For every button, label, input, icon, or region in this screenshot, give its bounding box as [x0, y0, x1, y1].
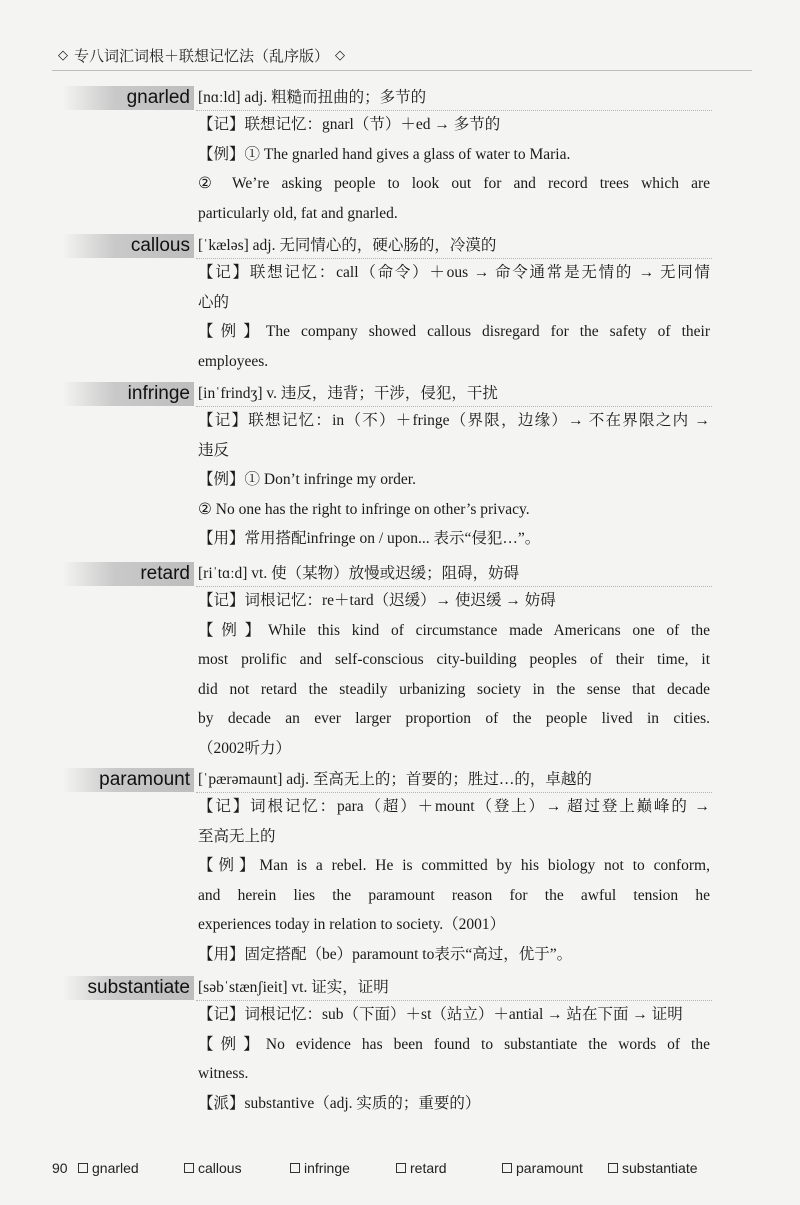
checkbox-icon — [184, 1163, 194, 1173]
example: 【例】The company showed callous disregard for the safety of their — [198, 323, 710, 341]
page-number: 90 — [52, 1160, 68, 1176]
example: and herein lies the paramount reason for the awful tension he — [198, 886, 710, 904]
example: 【例】Man is a rebel. He is committed by his biology not to conform, — [198, 857, 710, 875]
checkbox-icon — [290, 1163, 300, 1173]
definition: [riˈtɑːd] vt. 使（某物）放慢或迟缓；阻碍，妨碍 — [198, 565, 520, 582]
example-source: （2002听力） — [198, 739, 292, 757]
example: employees. — [198, 352, 269, 370]
headword: infringe — [127, 383, 190, 404]
example: 【例】① The gnarled hand gives a glass of water to Maria. — [198, 145, 571, 163]
running-header — [52, 40, 752, 71]
headword-bar — [62, 234, 194, 258]
example: experiences today in relation to society.（2001） — [198, 916, 506, 934]
headword-bar — [62, 976, 194, 1000]
memory-note: 【记】联想记忆：gnarl（节）＋ed → 多节的 — [198, 116, 501, 133]
example: did not retard the steadily urbanizing society in the sense that decade — [198, 680, 710, 698]
footer-index-item: paramount — [502, 1160, 583, 1176]
headword: paramount — [99, 769, 190, 790]
example: 【例】① Don’t infringe my order. — [198, 471, 416, 489]
example: most prolific and self-conscious city-building peoples of their time, it — [198, 651, 710, 669]
memory-note: 【记】词根记忆：para（超）＋mount（登上）→ 超过登上巅峰的 → — [198, 798, 710, 815]
example: particularly old, fat and gnarled. — [198, 204, 398, 222]
footer-index-item: retard — [396, 1160, 447, 1176]
diamond-icon: ◇ — [335, 47, 346, 63]
definition: [nɑːld] adj. 粗糙而扭曲的；多节的 — [198, 89, 427, 106]
headword-bar — [62, 86, 194, 110]
memory-note: 【记】词根记忆：re＋tard（迟缓）→ 使迟缓 → 妨碍 — [198, 592, 556, 609]
memory-note: 【记】联想记忆：call（命令）＋ous → 命令通常是无情的 → 无同情 — [198, 264, 710, 281]
example: by decade an ever larger proportion of the people lived in cities. — [198, 710, 710, 728]
checkbox-icon — [78, 1163, 88, 1173]
headword: retard — [140, 563, 190, 584]
page-footer — [52, 1160, 752, 1186]
derivative-note: 【派】substantive（adj. 实质的；重要的） — [198, 1094, 481, 1112]
definition: [səbˈstænʃieit] vt. 证实，证明 — [198, 979, 389, 996]
checkbox-icon — [396, 1163, 406, 1173]
example: ② No one has the right to infringe on other’s privacy. — [198, 500, 530, 518]
headword: callous — [130, 235, 190, 256]
headword: gnarled — [126, 87, 190, 108]
memory-note: 【记】联想记忆：in（不）＋fringe（界限，边缘）→ 不在界限之内 → — [198, 412, 710, 429]
definition: [ˈpærəmaunt] adj. 至高无上的；首要的；胜过…的，卓越的 — [198, 771, 592, 788]
header-title: 专八词汇词根＋联想记忆法（乱序版） — [74, 46, 330, 65]
diamond-icon: ◇ — [58, 47, 68, 63]
footer-index-item: substantiate — [608, 1160, 698, 1176]
definition: [inˈfrindʒ] v. 违反，违背；干涉，侵犯，干扰 — [198, 385, 498, 402]
headword-bar — [62, 768, 194, 792]
definition: [ˈkæləs] adj. 无同情心的，硬心肠的，冷漠的 — [198, 237, 497, 254]
memory-note: 【记】词根记忆：sub（下面）＋st（站立）＋antial → 站在下面 → 证明 — [198, 1006, 683, 1023]
usage-note: 【用】常用搭配infringe on / upon... 表示“侵犯…”。 — [198, 530, 541, 548]
memory-note: 至高无上的 — [198, 827, 276, 845]
footer-index-item: gnarled — [78, 1160, 139, 1176]
memory-note: 心的 — [198, 293, 230, 311]
example: witness. — [198, 1065, 249, 1083]
checkbox-icon — [502, 1163, 512, 1173]
example: 【例】While this kind of circumstance made Americans one of the — [198, 621, 710, 639]
usage-note: 【用】固定搭配（be）paramount to表示“高过，优于”。 — [198, 945, 573, 963]
headword-bar — [62, 562, 194, 586]
headword: substantiate — [87, 977, 190, 998]
checkbox-icon — [608, 1163, 618, 1173]
example: ② We’re asking people to look out for and record trees which are — [198, 175, 710, 193]
footer-index-item: callous — [184, 1160, 242, 1176]
footer-index-item: infringe — [290, 1160, 350, 1176]
memory-note: 违反 — [198, 441, 230, 459]
headword-bar — [62, 382, 194, 406]
example: 【例】No evidence has been found to substantiate the words of the — [198, 1035, 710, 1053]
